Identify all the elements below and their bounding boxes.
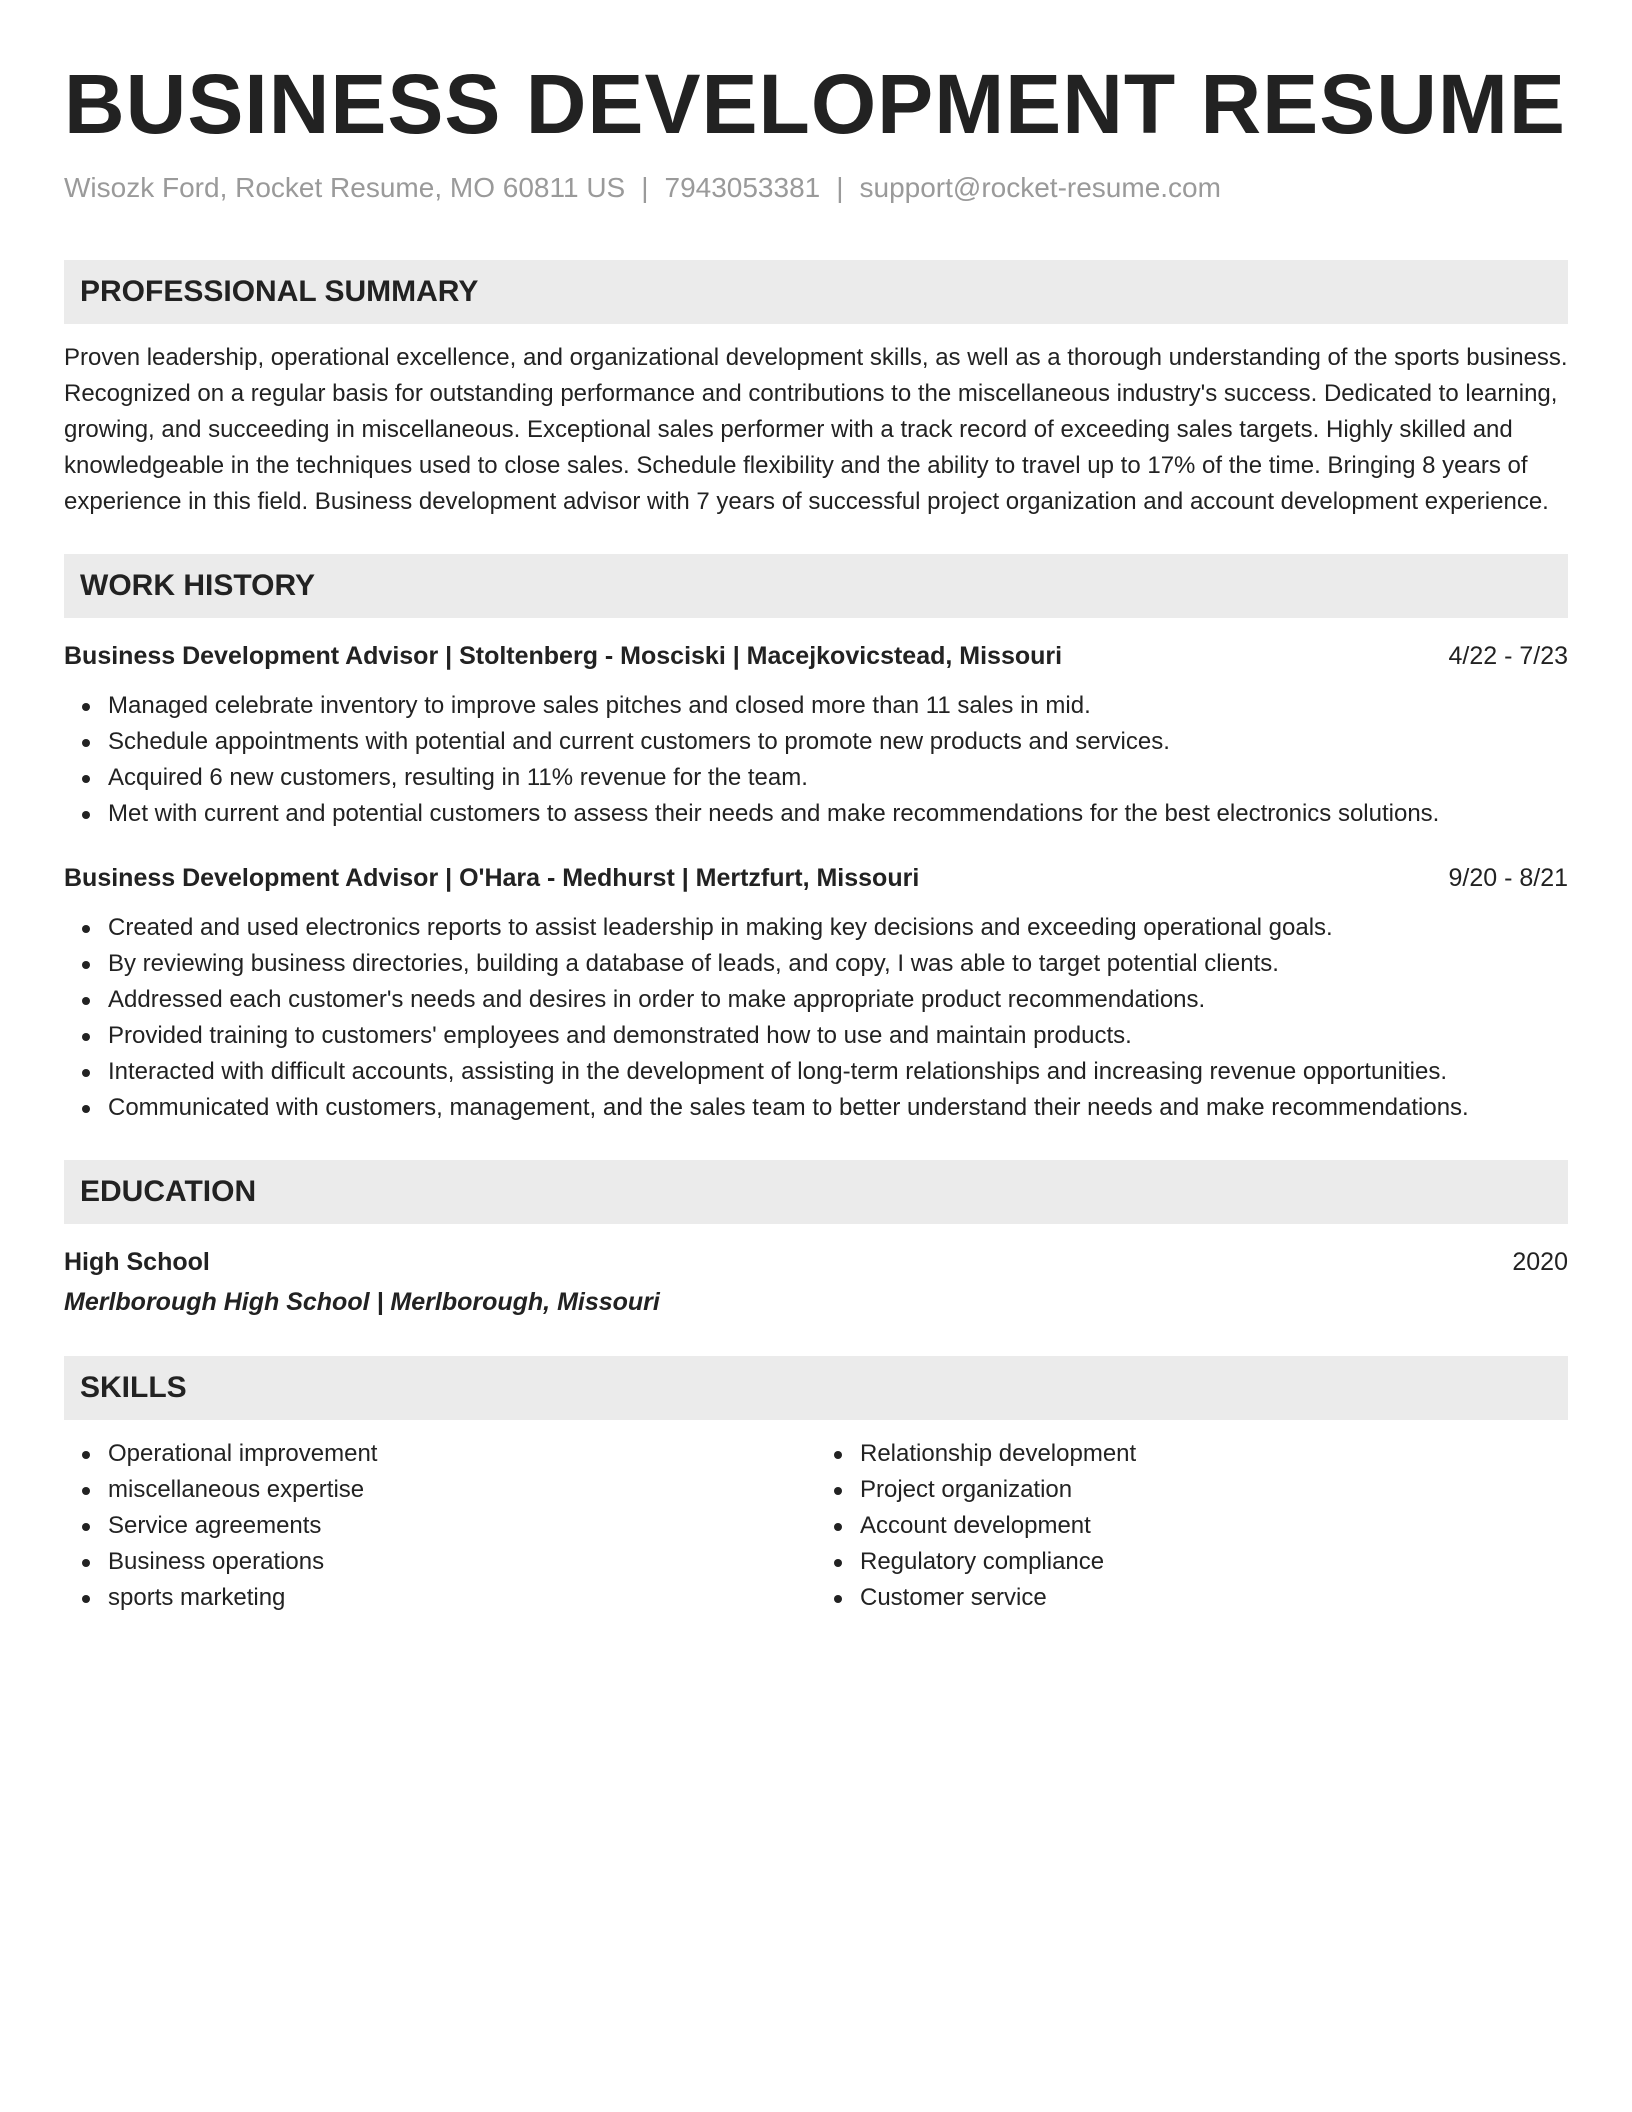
job-bullet: Acquired 6 new customers, resulting in 11% revenue for the team. <box>108 760 1568 796</box>
skills-list-left <box>64 1436 816 1616</box>
contact-separator: | <box>836 172 844 203</box>
section-header-summary: PROFESSIONAL SUMMARY <box>64 260 1568 324</box>
skill-item: Project organization <box>860 1472 1568 1508</box>
education-school: Merlborough High School | Merlborough, Missouri <box>64 1288 660 1316</box>
skill-item: Relationship development <box>860 1436 1568 1472</box>
contact-email: support@rocket-resume.com <box>859 172 1221 203</box>
job-title: Business Development Advisor | Stoltenberg - Mosciski | Macejkovicstead, Missouri <box>64 642 1063 670</box>
contact-line <box>64 170 1568 206</box>
job-bullet: Provided training to customers' employees and demonstrated how to use and maintain products. <box>108 1018 1568 1054</box>
section-header-skills: SKILLS <box>64 1356 1568 1420</box>
job-dates: 4/22 - 7/23 <box>1448 642 1568 670</box>
section-header-education: EDUCATION <box>64 1160 1568 1224</box>
skill-item: Service agreements <box>108 1508 816 1544</box>
education-degree: High School <box>64 1248 210 1276</box>
job-entry <box>64 638 1568 832</box>
skills-list-right <box>816 1436 1568 1616</box>
job-bullet-list <box>64 910 1568 1126</box>
job-title: Business Development Advisor | O'Hara - Medhurst | Mertzfurt, Missouri <box>64 864 920 892</box>
contact-phone: 7943053381 <box>664 172 821 203</box>
resume-title: BUSINESS DEVELOPMENT RESUME <box>64 57 1566 151</box>
education-year: 2020 <box>1512 1248 1568 1276</box>
job-dates: 9/20 - 8/21 <box>1448 864 1568 892</box>
education-entry <box>64 1244 1568 1320</box>
job-bullet: Addressed each customer's needs and desires in order to make appropriate product recommendations. <box>108 982 1568 1018</box>
job-bullet: Schedule appointments with potential and current customers to promote new products and services. <box>108 724 1568 760</box>
skill-item: Account development <box>860 1508 1568 1544</box>
summary-text: Proven leadership, operational excellence, and organizational development skills, as well as a thorough understanding of the sports business. Recognized on a regular basis for outstanding performance and contributions to the miscellaneous industry's success. Dedicated to learning, growing, and succeeding in miscellaneous. Exceptional sales performer with a track record of exceeding sales targets. Highly skilled and knowledgeable in the techniques used to close sales. Schedule flexibility and the ability to travel up to 17% of the time. Bringing 8 years of experience in this field. Business development advisor with 7 years of successful project organization and account development experience. <box>64 344 1568 515</box>
skill-item: miscellaneous expertise <box>108 1472 816 1508</box>
section-header-work-history: WORK HISTORY <box>64 554 1568 618</box>
job-bullet: Created and used electronics reports to assist leadership in making key decisions and exceeding operational goals. <box>108 910 1568 946</box>
skill-item: Regulatory compliance <box>860 1544 1568 1580</box>
skills-columns <box>64 1436 1568 1616</box>
job-bullet: Managed celebrate inventory to improve sales pitches and closed more than 11 sales in mid. <box>108 688 1568 724</box>
job-bullet: Met with current and potential customers to assess their needs and make recommendations for the best electronics solutions. <box>108 796 1568 832</box>
skill-item: Business operations <box>108 1544 816 1580</box>
job-bullet: Communicated with customers, management, and the sales team to better understand their needs and make recommendations. <box>108 1090 1568 1126</box>
skill-item: Customer service <box>860 1580 1568 1616</box>
job-header <box>64 860 1568 896</box>
job-bullet: By reviewing business directories, building a database of leads, and copy, I was able to target potential clients. <box>108 946 1568 982</box>
job-bullet: Interacted with difficult accounts, assisting in the development of long-term relationships and increasing revenue opportunities. <box>108 1054 1568 1090</box>
job-entry <box>64 860 1568 1126</box>
skill-item: sports marketing <box>108 1580 816 1616</box>
contact-address: Wisozk Ford, Rocket Resume, MO 60811 US <box>64 172 626 203</box>
job-bullet-list <box>64 688 1568 832</box>
education-header <box>64 1244 1568 1280</box>
job-header <box>64 638 1568 674</box>
contact-separator: | <box>641 172 649 203</box>
skill-item: Operational improvement <box>108 1436 816 1472</box>
